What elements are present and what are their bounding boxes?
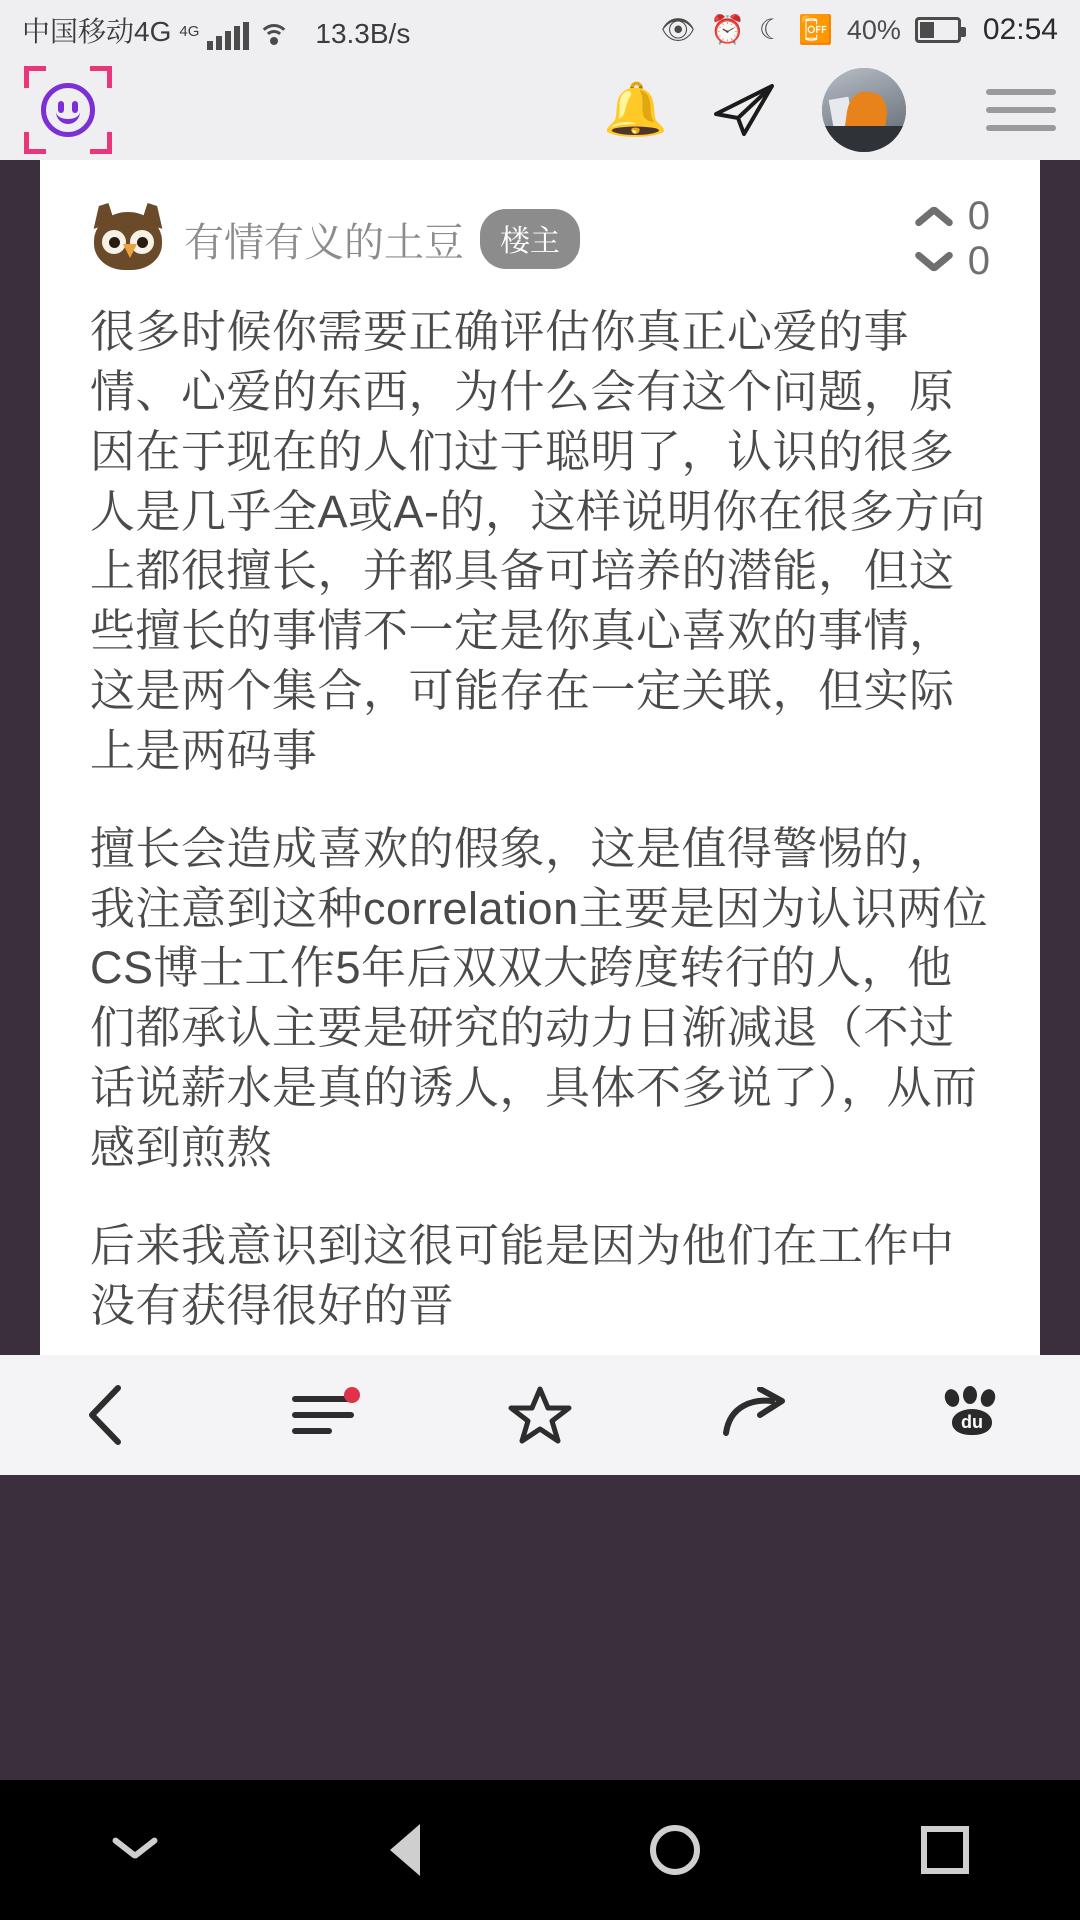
carrier-4g-superscript: 4G <box>179 23 200 40</box>
baidu-button[interactable] <box>902 1355 1042 1475</box>
system-nav-bar <box>0 1780 1080 1920</box>
battery-icon <box>915 17 961 43</box>
nav-recents-button[interactable] <box>885 1780 1005 1920</box>
upvote-row[interactable] <box>914 194 990 239</box>
post-body <box>40 284 1040 1336</box>
back-triangle-icon[interactable] <box>390 1824 420 1876</box>
post-paragraph: 擅长会造成喜欢的假象，这是值得警惕的，我注意到这种correlation主要是因为认识两位CS博士工作5年后双双大跨度转行的人，他们都承认主要是研究的动力日渐减退（不过话说薪水是真的诱人，具体不多说了），从而感到煎熬 <box>90 822 989 1173</box>
owl-avatar-icon[interactable] <box>90 206 166 272</box>
clock-label: 02:54 <box>982 13 1058 46</box>
vibrate-icon: 📴 <box>798 14 833 45</box>
battery-percent-label: 40% <box>846 14 901 45</box>
favorite-button[interactable] <box>470 1355 610 1475</box>
share-button[interactable] <box>686 1355 826 1475</box>
nav-home-button[interactable] <box>615 1780 735 1920</box>
hide-keyboard-button[interactable] <box>75 1780 195 1920</box>
nav-back-button[interactable] <box>345 1780 465 1920</box>
bell-icon[interactable]: 🔔 <box>603 81 668 139</box>
unread-badge-dot <box>344 1387 360 1403</box>
post-paragraph: 后来我意识到这很可能是因为他们在工作中没有获得很好的晋 <box>90 1219 955 1331</box>
downvote-row[interactable] <box>914 239 990 284</box>
post-card <box>40 160 1040 1355</box>
app-header <box>0 60 1080 160</box>
recents-square-icon[interactable] <box>921 1826 969 1874</box>
hamburger-menu-icon[interactable] <box>986 89 1056 131</box>
signal-strength-icon <box>207 22 249 50</box>
downvote-count: 0 <box>967 239 990 283</box>
upvote-count: 0 <box>967 194 990 238</box>
wifi-icon <box>257 22 291 50</box>
bottom-toolbar <box>0 1355 1080 1475</box>
moon-icon: ☾ <box>758 14 784 45</box>
status-bar-left <box>22 10 410 50</box>
status-bar-right <box>660 13 1058 47</box>
hide-keyboard-icon[interactable] <box>112 1837 158 1863</box>
status-bar <box>0 0 1080 60</box>
paper-plane-icon[interactable] <box>714 84 776 136</box>
back-button[interactable] <box>38 1355 178 1475</box>
chevron-down-icon[interactable] <box>914 250 954 274</box>
eye-icon: 👁 <box>660 14 697 45</box>
vote-controls <box>914 194 990 284</box>
post-header <box>40 160 1040 284</box>
app-logo-smiley-scan-icon[interactable] <box>24 66 112 154</box>
app-header-actions <box>603 68 1056 152</box>
home-circle-icon[interactable] <box>650 1825 700 1875</box>
chevron-up-icon[interactable] <box>914 205 954 229</box>
baidu-paw-icon[interactable]: du <box>943 1389 1001 1441</box>
carrier-label: 中国移动4G <box>22 16 172 47</box>
post-author-name[interactable]: 有情有义的土豆 <box>184 220 464 265</box>
post-paragraph: 很多时候你需要正确评估你真正心爱的事情、心爱的东西，为什么会有这个问题，原因在于现在的人们过于聪明了，认识的很多人是几乎全A或A-的，这样说明你在很多方向上都很擅长，并都具备可培养的潜能，但这些擅长的事情不一定是你真心喜欢的事情，这是两个集合，可能存在一定关联，但实际上是两码事 <box>90 306 986 776</box>
comments-button[interactable] <box>254 1355 394 1475</box>
status-badge: 楼主 <box>480 209 580 269</box>
alarm-icon: ⏰ <box>710 14 745 45</box>
network-speed-label: 13.3B/s <box>315 18 411 49</box>
user-avatar[interactable] <box>822 68 906 152</box>
